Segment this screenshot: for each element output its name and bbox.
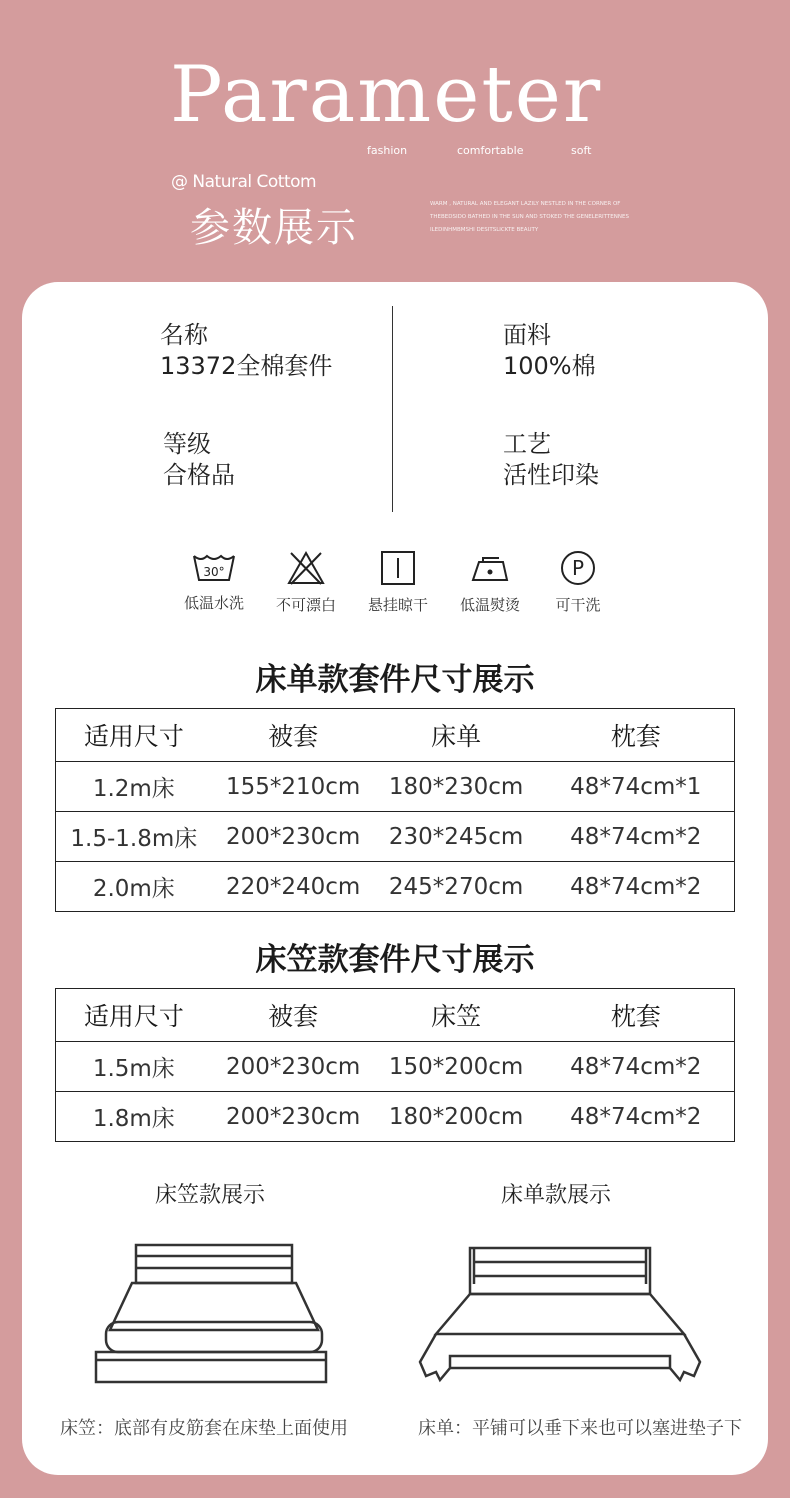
table-cell: 1.2m床 bbox=[56, 762, 212, 812]
fitted-sheet-table-title: 床笠款套件尺寸展示 bbox=[255, 942, 535, 978]
table-header-cell: 枕套 bbox=[538, 709, 735, 762]
param-grade bbox=[163, 429, 235, 491]
flat-diagram-caption: 床单：平铺可以垂下来也可以塞进垫子下 bbox=[418, 1418, 742, 1439]
fitted-diagram-title: 床笠款展示 bbox=[154, 1183, 265, 1208]
table-cell: 245*270cm bbox=[375, 862, 538, 912]
care-dryclean bbox=[528, 550, 628, 615]
table-cell: 48*74cm*2 bbox=[538, 862, 735, 912]
table-cell: 48*74cm*2 bbox=[538, 1092, 735, 1142]
table-cell: 150*200cm bbox=[375, 1042, 538, 1092]
table-cell: 180*230cm bbox=[375, 762, 538, 812]
fitted-diagram-caption: 床笠：底部有皮筋套在床垫上面使用 bbox=[60, 1418, 348, 1439]
svg-text:30°: 30° bbox=[203, 565, 225, 579]
param-divider bbox=[392, 306, 393, 512]
table-cell: 48*74cm*1 bbox=[538, 762, 735, 812]
table-header-cell: 床单 bbox=[375, 709, 538, 762]
hero-title: Parameter bbox=[170, 50, 603, 140]
care-bleach-label: 不可漂白 bbox=[275, 596, 336, 614]
svg-text:P: P bbox=[571, 556, 585, 580]
no-bleach-icon bbox=[286, 550, 326, 586]
table-row bbox=[56, 812, 735, 862]
table-header-cell: 适用尺寸 bbox=[56, 989, 212, 1042]
wash-30-icon bbox=[191, 550, 237, 584]
param-fabric bbox=[503, 320, 596, 382]
table-cell: 1.5m床 bbox=[56, 1042, 212, 1092]
table-cell: 200*230cm bbox=[212, 1042, 375, 1092]
param-craft-value: 活性印染 bbox=[503, 461, 599, 490]
table-cell: 48*74cm*2 bbox=[538, 812, 735, 862]
care-wash bbox=[164, 550, 264, 613]
table-header-row bbox=[56, 709, 735, 762]
flat-sheet-table-title: 床单款套件尺寸展示 bbox=[255, 662, 535, 698]
param-name-value: 13372全棉套件 bbox=[160, 352, 333, 381]
care-dryclean-label: 可干洗 bbox=[555, 596, 601, 614]
param-name bbox=[160, 320, 332, 382]
tag-fashion: fashion bbox=[367, 144, 408, 157]
table-header-cell: 枕套 bbox=[538, 989, 735, 1042]
table-row bbox=[56, 762, 735, 812]
table-cell: 48*74cm*2 bbox=[538, 1042, 735, 1092]
care-wash-label: 低温水洗 bbox=[183, 594, 244, 612]
flat-diagram-title: 床单款展示 bbox=[500, 1183, 611, 1208]
care-bleach bbox=[256, 550, 356, 615]
low-iron-icon bbox=[469, 550, 511, 586]
param-grade-label: 等级 bbox=[163, 430, 211, 458]
table-cell: 1.5-1.8m床 bbox=[56, 812, 212, 862]
table-row bbox=[56, 862, 735, 912]
hang-dry-icon bbox=[380, 550, 416, 586]
care-hang-label: 悬挂晾干 bbox=[367, 596, 428, 614]
table-row bbox=[56, 1092, 735, 1142]
table-header-cell: 床笠 bbox=[375, 989, 538, 1042]
table-header-cell: 适用尺寸 bbox=[56, 709, 212, 762]
table-cell: 200*230cm bbox=[212, 1092, 375, 1142]
flat-sheet-bed-illustration bbox=[414, 1244, 704, 1394]
tag-comfortable: comfortable bbox=[457, 144, 524, 157]
table-row bbox=[56, 1042, 735, 1092]
param-fabric-value: 100%棉 bbox=[503, 352, 596, 381]
hero-title-cn: 参数展示 bbox=[190, 205, 358, 251]
table-cell: 155*210cm bbox=[212, 762, 375, 812]
content-card bbox=[22, 282, 768, 1475]
table-header-cell: 被套 bbox=[212, 709, 375, 762]
dry-clean-icon bbox=[558, 550, 598, 586]
fitted-sheet-size-table bbox=[55, 988, 735, 1142]
tag-soft: soft bbox=[571, 144, 592, 157]
care-iron bbox=[440, 550, 540, 615]
care-iron-label: 低温熨烫 bbox=[459, 596, 520, 614]
table-cell: 200*230cm bbox=[212, 812, 375, 862]
hero-small-text: WARM , NATURAL AND ELEGANT LAZILY NESTLED IN THE CORNER OF THEBEDSIDO BATHED IN THE SUN AND STOKED THE GENELERITTENNES ILEDINHMBMSHI DESITSLICKTE BEAUTY bbox=[430, 201, 629, 233]
fitted-sheet-bed-illustration bbox=[92, 1240, 332, 1390]
hero-subtitle: @ Natural Cottom bbox=[171, 172, 317, 192]
param-craft-label: 工艺 bbox=[503, 430, 551, 458]
table-cell: 220*240cm bbox=[212, 862, 375, 912]
table-header-row bbox=[56, 989, 735, 1042]
param-craft bbox=[503, 429, 599, 491]
param-fabric-label: 面料 bbox=[503, 321, 551, 349]
param-grade-value: 合格品 bbox=[163, 461, 235, 490]
table-cell: 2.0m床 bbox=[56, 862, 212, 912]
table-cell: 230*245cm bbox=[375, 812, 538, 862]
table-header-cell: 被套 bbox=[212, 989, 375, 1042]
table-cell: 180*200cm bbox=[375, 1092, 538, 1142]
table-cell: 1.8m床 bbox=[56, 1092, 212, 1142]
care-hang bbox=[348, 550, 448, 615]
flat-sheet-size-table bbox=[55, 708, 735, 912]
param-name-label: 名称 bbox=[160, 321, 208, 349]
